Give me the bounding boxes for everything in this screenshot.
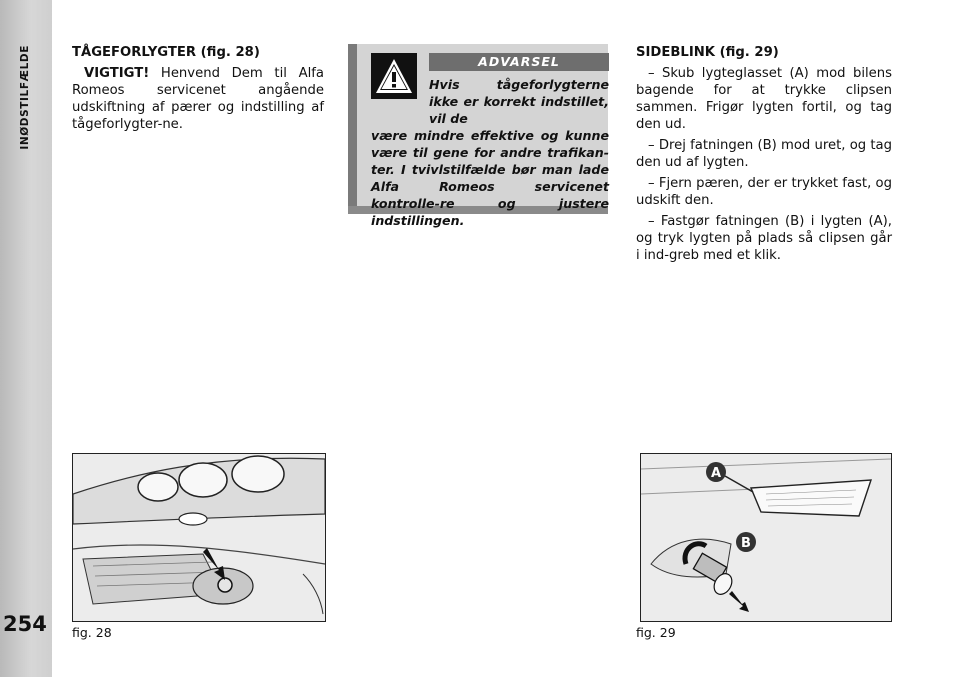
side-indicator-section [636,44,892,268]
section-label: INØDSTILFÆLDE [19,45,31,150]
figure-29-caption: fig. 29 [636,625,676,640]
important-text: Henvend Dem til Alfa Romeos servicenet angående udskiftning af pærer og indstilling af tågeforlygter-ne. [72,66,324,132]
figure-28-caption: fig. 28 [72,625,112,640]
fog-lights-section [72,44,324,137]
page-number: 254 [3,612,47,636]
important-note [72,65,324,133]
warning-lead: Hvis tågeforlygterne ikke er korrekt indstillet, vil de [429,77,609,126]
step-4: – Fastgør fatningen (B) i lygten (A), og tryk lygten på plads så clipsen går i ind-greb med et klik. [636,214,892,263]
warning-box [348,44,609,228]
side-indicator-heading: SIDEBLINK (fig. 29) [636,45,779,60]
warning-text [371,76,609,229]
fog-light-illustration [73,454,325,621]
callout-b: B [741,536,751,551]
figure-28-fog-light [72,453,326,622]
important-label: VIGTIGT! [84,66,150,81]
warning-label: ADVARSEL [429,53,609,71]
step-2: – Drej fatningen (B) mod uret, og tag den ud af lygten. [636,138,892,170]
callout-a: A [710,466,722,481]
step-1: – Skub lygteglasset (A) mod bilens bagende for at trykke clipsen sammen. Frigør lygten fortil, og tag den ud. [636,66,892,132]
step-3: – Fjern pæren, der er trykket fast, og udskift den. [636,176,892,208]
warning-body: være mindre effektive og kunne være til gene for andre trafikan-ter. I tvivlstilfælde bør man lade Alfa Romeos servicenet kontrolle-re og justere indstillingen. [371,128,609,228]
figure-29-side-indicator [640,453,892,622]
side-indicator-illustration [641,454,891,621]
fog-lights-heading: TÅGEFORLYGTER (fig. 28) [72,45,260,60]
